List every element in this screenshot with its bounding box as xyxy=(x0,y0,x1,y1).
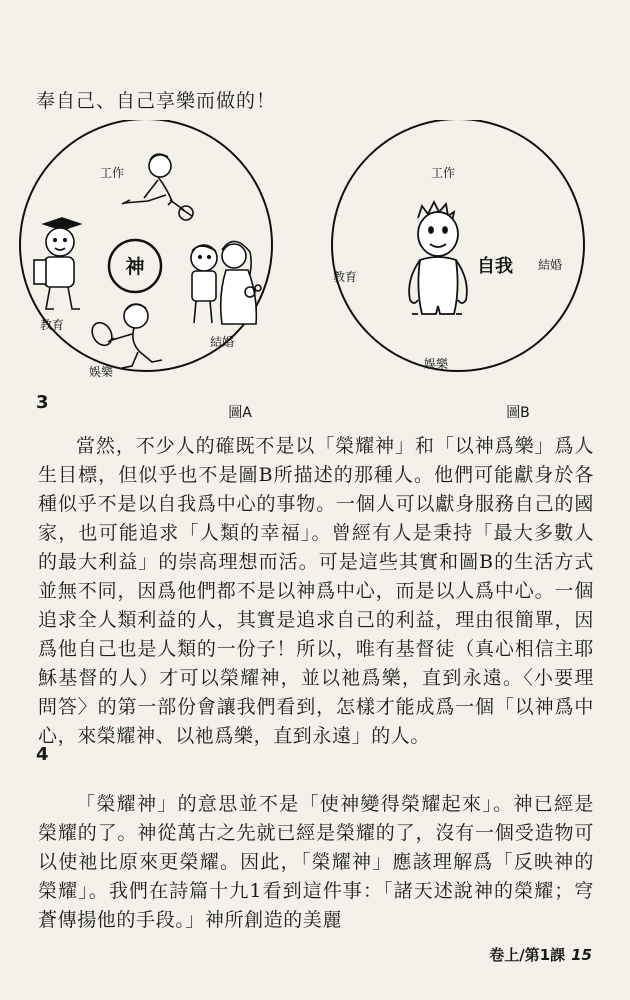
footer-label: 卷上/第1課 xyxy=(489,946,566,964)
page-footer xyxy=(489,944,592,965)
couple-figure-illustration xyxy=(191,241,261,324)
graduate-figure-illustration xyxy=(34,218,80,309)
figure-b-center-label: 自我 xyxy=(477,256,513,277)
figure-b xyxy=(332,120,584,421)
figure-a-label-leisure: 娛樂 xyxy=(88,365,114,379)
paragraph-2-block xyxy=(38,790,594,935)
figure-a-caption: 圖A xyxy=(228,405,252,421)
figure-a-label-education: 教育 xyxy=(39,318,65,332)
figure-b-label-marriage: 結婚 xyxy=(537,258,563,272)
paragraph-1-block xyxy=(38,432,594,751)
paragraph-2: 「榮耀神」的意思並不是「使神變得榮耀起來」。神已經是榮耀的了。神從萬古之先就已經是榮耀的了，沒有一個受造物可以使祂比原來更榮耀。因此，「榮耀神」應該理解爲「反映神的榮耀」。我們在詩篇十九1看到這件事：「諸天述說神的榮耀；穹蒼傳揚他的手段。」神所創造的美麗 xyxy=(38,793,594,931)
figure-a-label-work: 工作 xyxy=(99,166,125,180)
paragraph-1: 當然，不少人的確既不是以「榮耀神」和「以神爲樂」爲人生目標，但似乎也不是圖B所描述的那種人。他們可能獻身於各種似乎不是以自我爲中心的事物。一個人可以獻身服務自己的國家，也可能追求「人類的幸福」。曾經有人是秉持「最大多數人的最大利益」的崇高理想而活。可是這些其實和圖B的生活方式並無不同，因爲他們都不是以神爲中心，而是以人爲中心。一個追求全人類利益的人，其實是追求自己的利益，理由很簡單，因爲他自己也是人類的一份子！所以，唯有基督徒（真心相信主耶穌基督的人）才可以榮耀神，並以祂爲樂，直到永遠。〈小要理問答〉的第一部份會讓我們看到，怎樣才能成爲一個「以神爲中心，來榮耀神、以祂爲樂，直到永遠」的人。 xyxy=(38,435,594,747)
figure-b-caption: 圖B xyxy=(506,405,530,421)
figure-a-center-label: 神 xyxy=(125,256,145,278)
section-number-4: 4 xyxy=(36,744,49,765)
tennis-figure-illustration xyxy=(88,304,162,368)
figure-b-circle xyxy=(332,120,584,371)
self-figure-illustration xyxy=(409,202,467,314)
figure-b-label-work: 工作 xyxy=(430,166,456,180)
worker-figure-illustration xyxy=(122,154,193,220)
figure-a xyxy=(20,120,272,421)
section-number-3: 3 xyxy=(36,392,49,413)
page-number: 15 xyxy=(571,946,592,964)
opening-line: 奉自己、自己享樂而做的！ xyxy=(36,90,277,112)
figure-b-label-leisure: 娛樂 xyxy=(423,357,449,371)
figure-a-label-marriage: 結婚 xyxy=(209,335,235,349)
diagram-figures xyxy=(0,120,630,425)
figure-b-label-education: 教育 xyxy=(332,270,358,284)
